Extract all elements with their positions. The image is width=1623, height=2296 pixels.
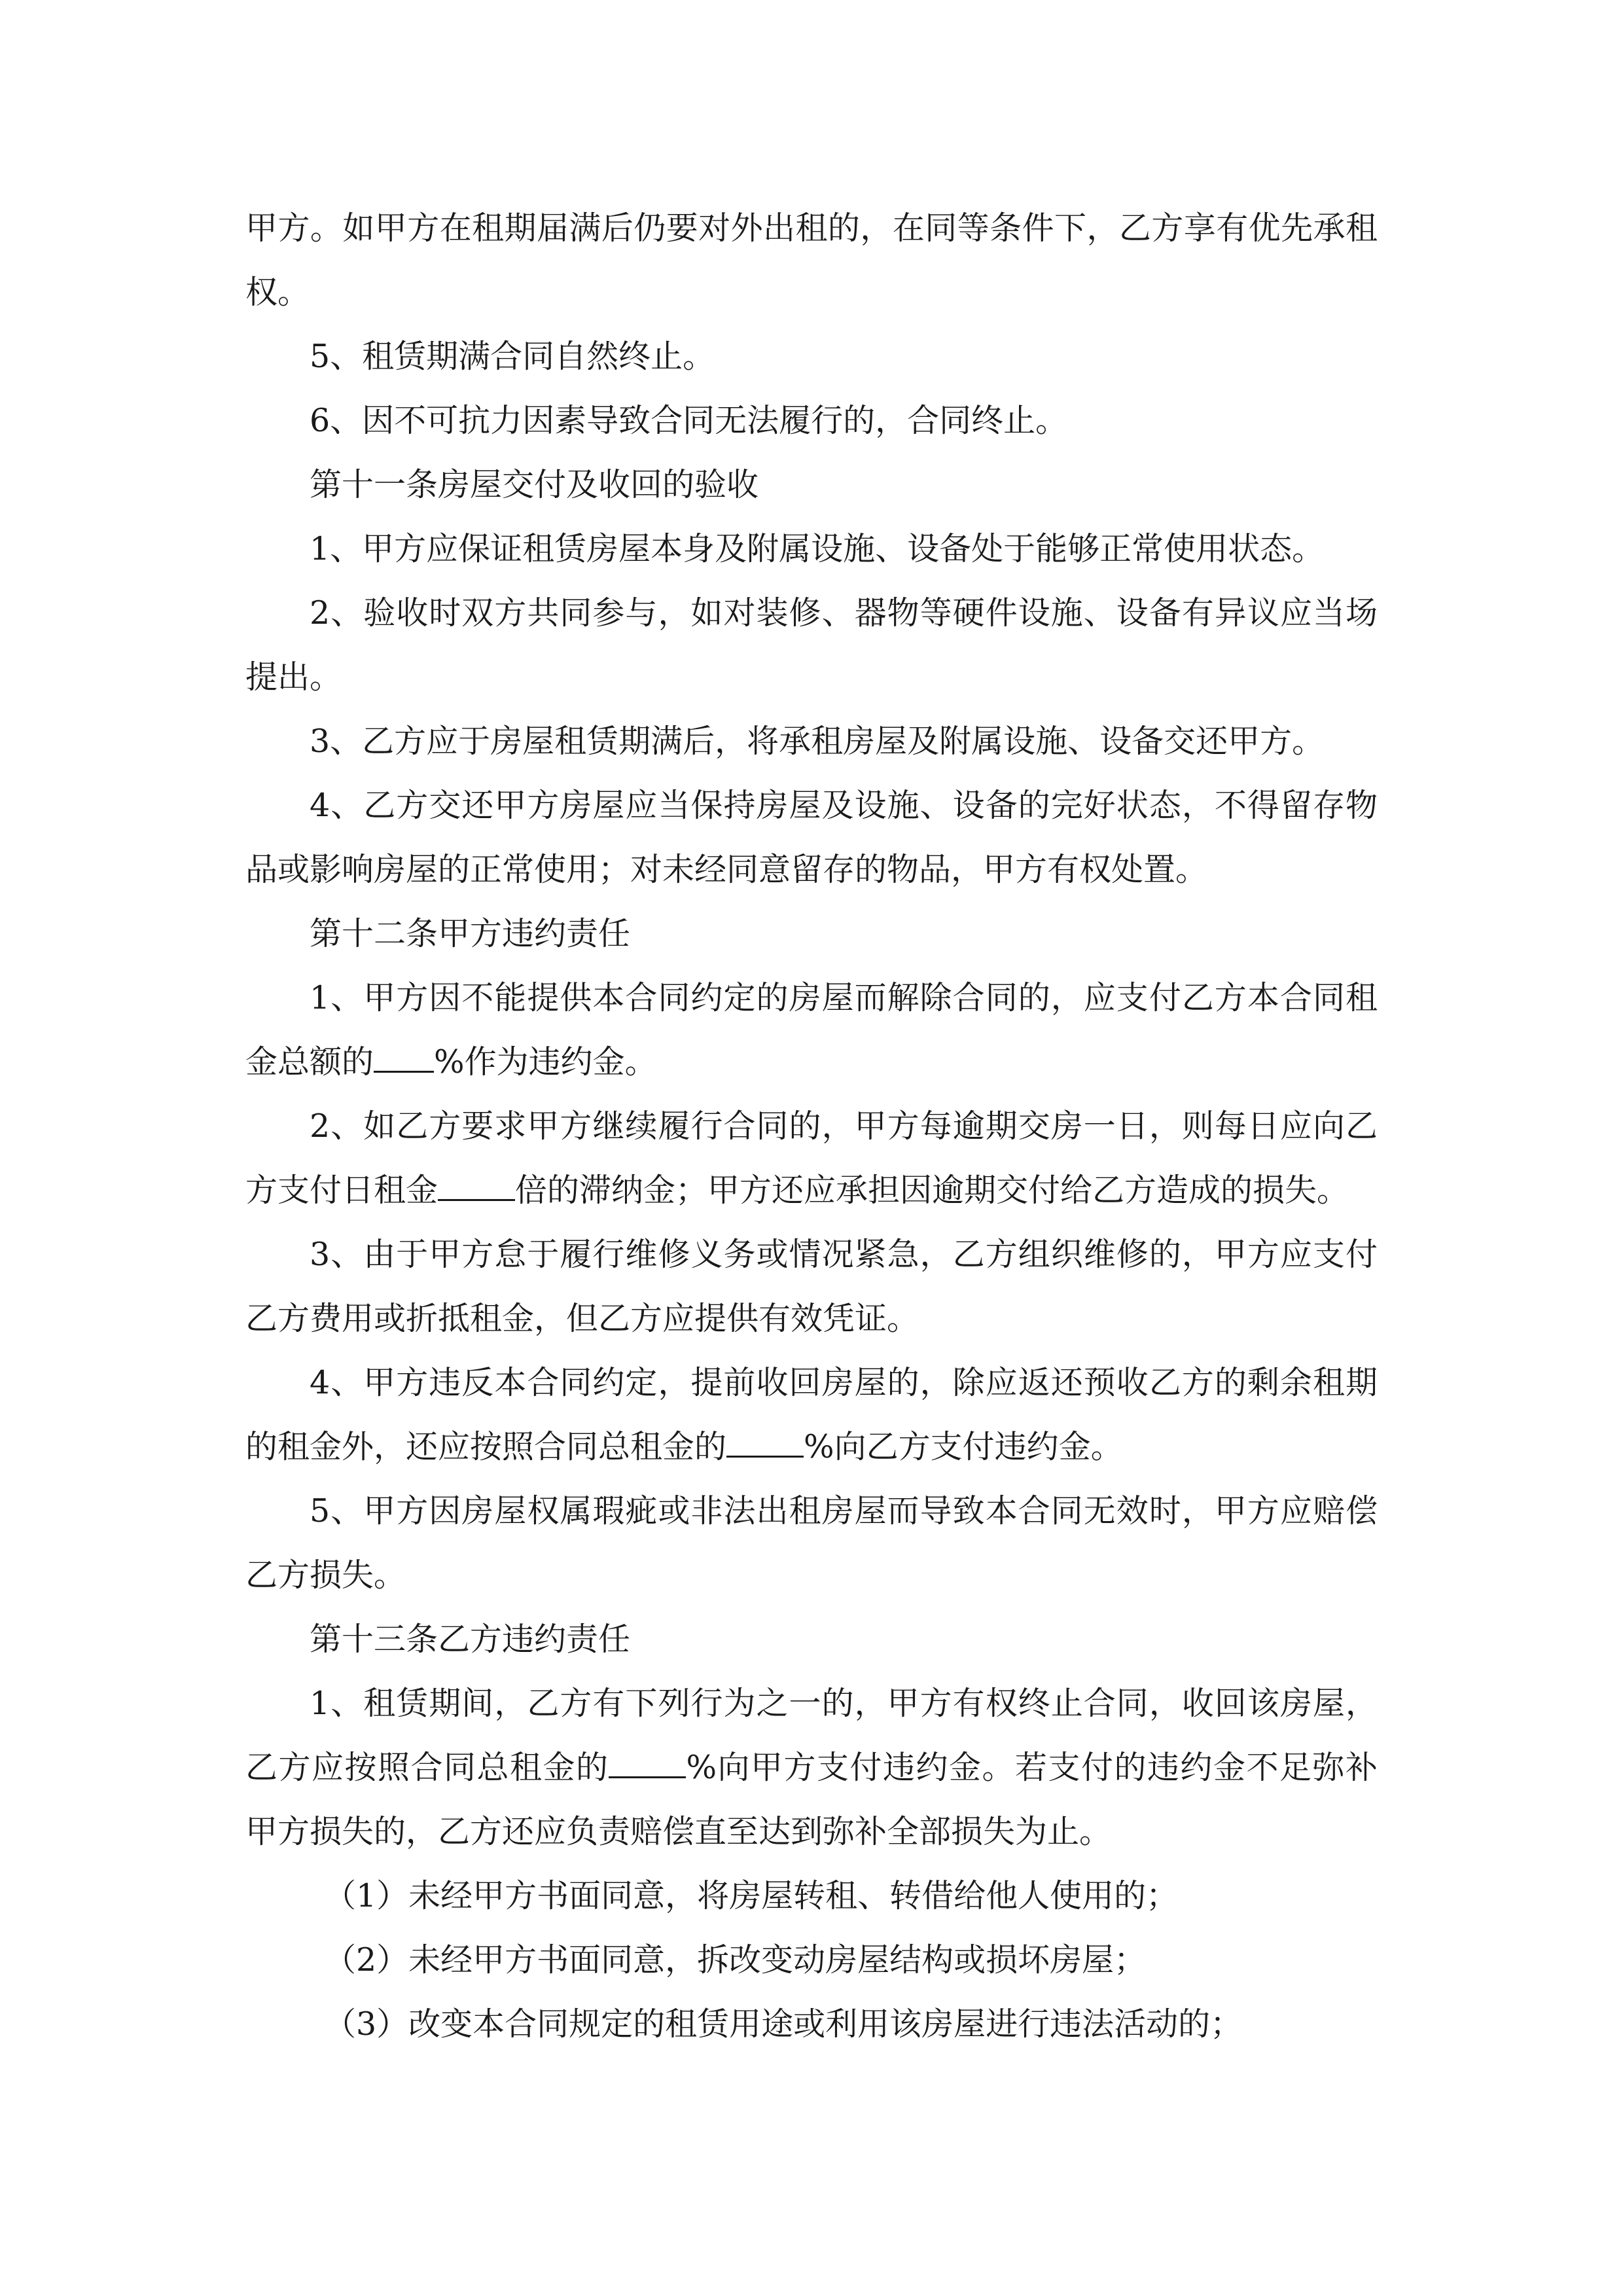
paragraph-text: 甲方。如甲方在租期届满后仍要对外出租的，在同等条件下，乙方享有优先承租权。	[245, 209, 1378, 311]
paragraph-text: %作为违约金。	[434, 1043, 657, 1081]
paragraph-text: 4、甲方违反本合同约定，提前收回房屋的，除应返还预收乙方的剩余租期的租金外，还应按照合同总租金的	[245, 1364, 1378, 1465]
clause-item	[245, 1479, 1378, 1607]
paragraph-text: 倍的滞纳金；甲方还应承担因逾期交付给乙方造成的损失。	[515, 1172, 1349, 1209]
fill-in-blank	[726, 1426, 804, 1458]
paragraph-text: 3、乙方应于房屋租赁期满后，将承租房屋及附属设施、设备交还甲方。	[310, 723, 1325, 760]
contract-body	[245, 196, 1378, 2056]
clause-item	[245, 1672, 1378, 1864]
clause-item	[245, 774, 1378, 902]
fill-in-blank	[438, 1169, 515, 1201]
heading-text: 第十二条甲方违约责任	[310, 915, 631, 952]
paragraph-text: 1、甲方应保证租赁房屋本身及附属设施、设备处于能够正常使用状态。	[310, 530, 1325, 567]
article-heading	[245, 1607, 1378, 1672]
heading-text: 第十三条乙方违约责任	[310, 1621, 631, 1658]
paragraph-text: （1）未经甲方书面同意，将房屋转租、转借给他人使用的；	[324, 1877, 1179, 1914]
paragraph-text: %向甲方支付违约金。若支付的违约金不足弥补甲方损失的，乙方还应负责赔偿直至达到弥补全部损失为止。	[245, 1749, 1378, 1850]
paragraph-text: 5、租赁期满合同自然终止。	[310, 338, 715, 375]
paragraph-text: %向乙方支付违约金。	[804, 1428, 1123, 1465]
article-heading	[245, 453, 1378, 517]
clause-item	[245, 1094, 1378, 1223]
paragraph-text: 4、乙方交还甲方房屋应当保持房屋及设施、设备的完好状态，不得留存物品或影响房屋的正常使用；对未经同意留存的物品，甲方有权处置。	[245, 787, 1378, 888]
clause-item	[245, 966, 1378, 1094]
fill-in-blank	[609, 1746, 686, 1778]
clause-item	[245, 1351, 1378, 1479]
sub-clause-item	[245, 1928, 1378, 1992]
paragraph-text: 5、甲方因房屋权属瑕疵或非法出租房屋而导致本合同无效时，甲方应赔偿乙方损失。	[245, 1492, 1378, 1594]
paragraph-text: 3、由于甲方怠于履行维修义务或情况紧急，乙方组织维修的，甲方应支付乙方费用或折抵租金，但乙方应提供有效凭证。	[245, 1236, 1378, 1337]
paragraph-text: （2）未经甲方书面同意，拆改变动房屋结构或损坏房屋；	[324, 1941, 1147, 1979]
clause-item	[245, 581, 1378, 709]
sub-clause-item	[245, 1864, 1378, 1928]
paragraph-text: 1、租赁期间，乙方有下列行为之一的，甲方有权终止合同，收回该房屋，乙方应按照合同总租金的	[245, 1685, 1378, 1786]
paragraph-text: （3）改变本合同规定的租赁用途或利用该房屋进行违法活动的；	[324, 2005, 1243, 2043]
heading-text: 第十一条房屋交付及收回的验收	[310, 466, 759, 503]
article-heading	[245, 902, 1378, 966]
clause-item	[245, 389, 1378, 453]
fill-in-blank	[374, 1041, 434, 1073]
clause-item	[245, 1223, 1378, 1351]
paragraph-text: 6、因不可抗力因素导致合同无法履行的，合同终止。	[310, 402, 1068, 439]
paragraph-text: 2、验收时双方共同参与，如对装修、器物等硬件设施、设备有异议应当场提出。	[245, 594, 1378, 696]
clause-item	[245, 325, 1378, 389]
clause-item	[245, 517, 1378, 581]
clause-item	[245, 709, 1378, 774]
paragraph-text: 1、甲方因不能提供本合同约定的房屋而解除合同的，应支付乙方本合同租金总额的	[245, 979, 1378, 1081]
paragraph-text: 2、如乙方要求甲方继续履行合同的，甲方每逾期交房一日，则每日应向乙方支付日租金	[245, 1107, 1378, 1209]
sub-clause-item	[245, 1992, 1378, 2056]
paragraph-continuation	[245, 196, 1378, 325]
